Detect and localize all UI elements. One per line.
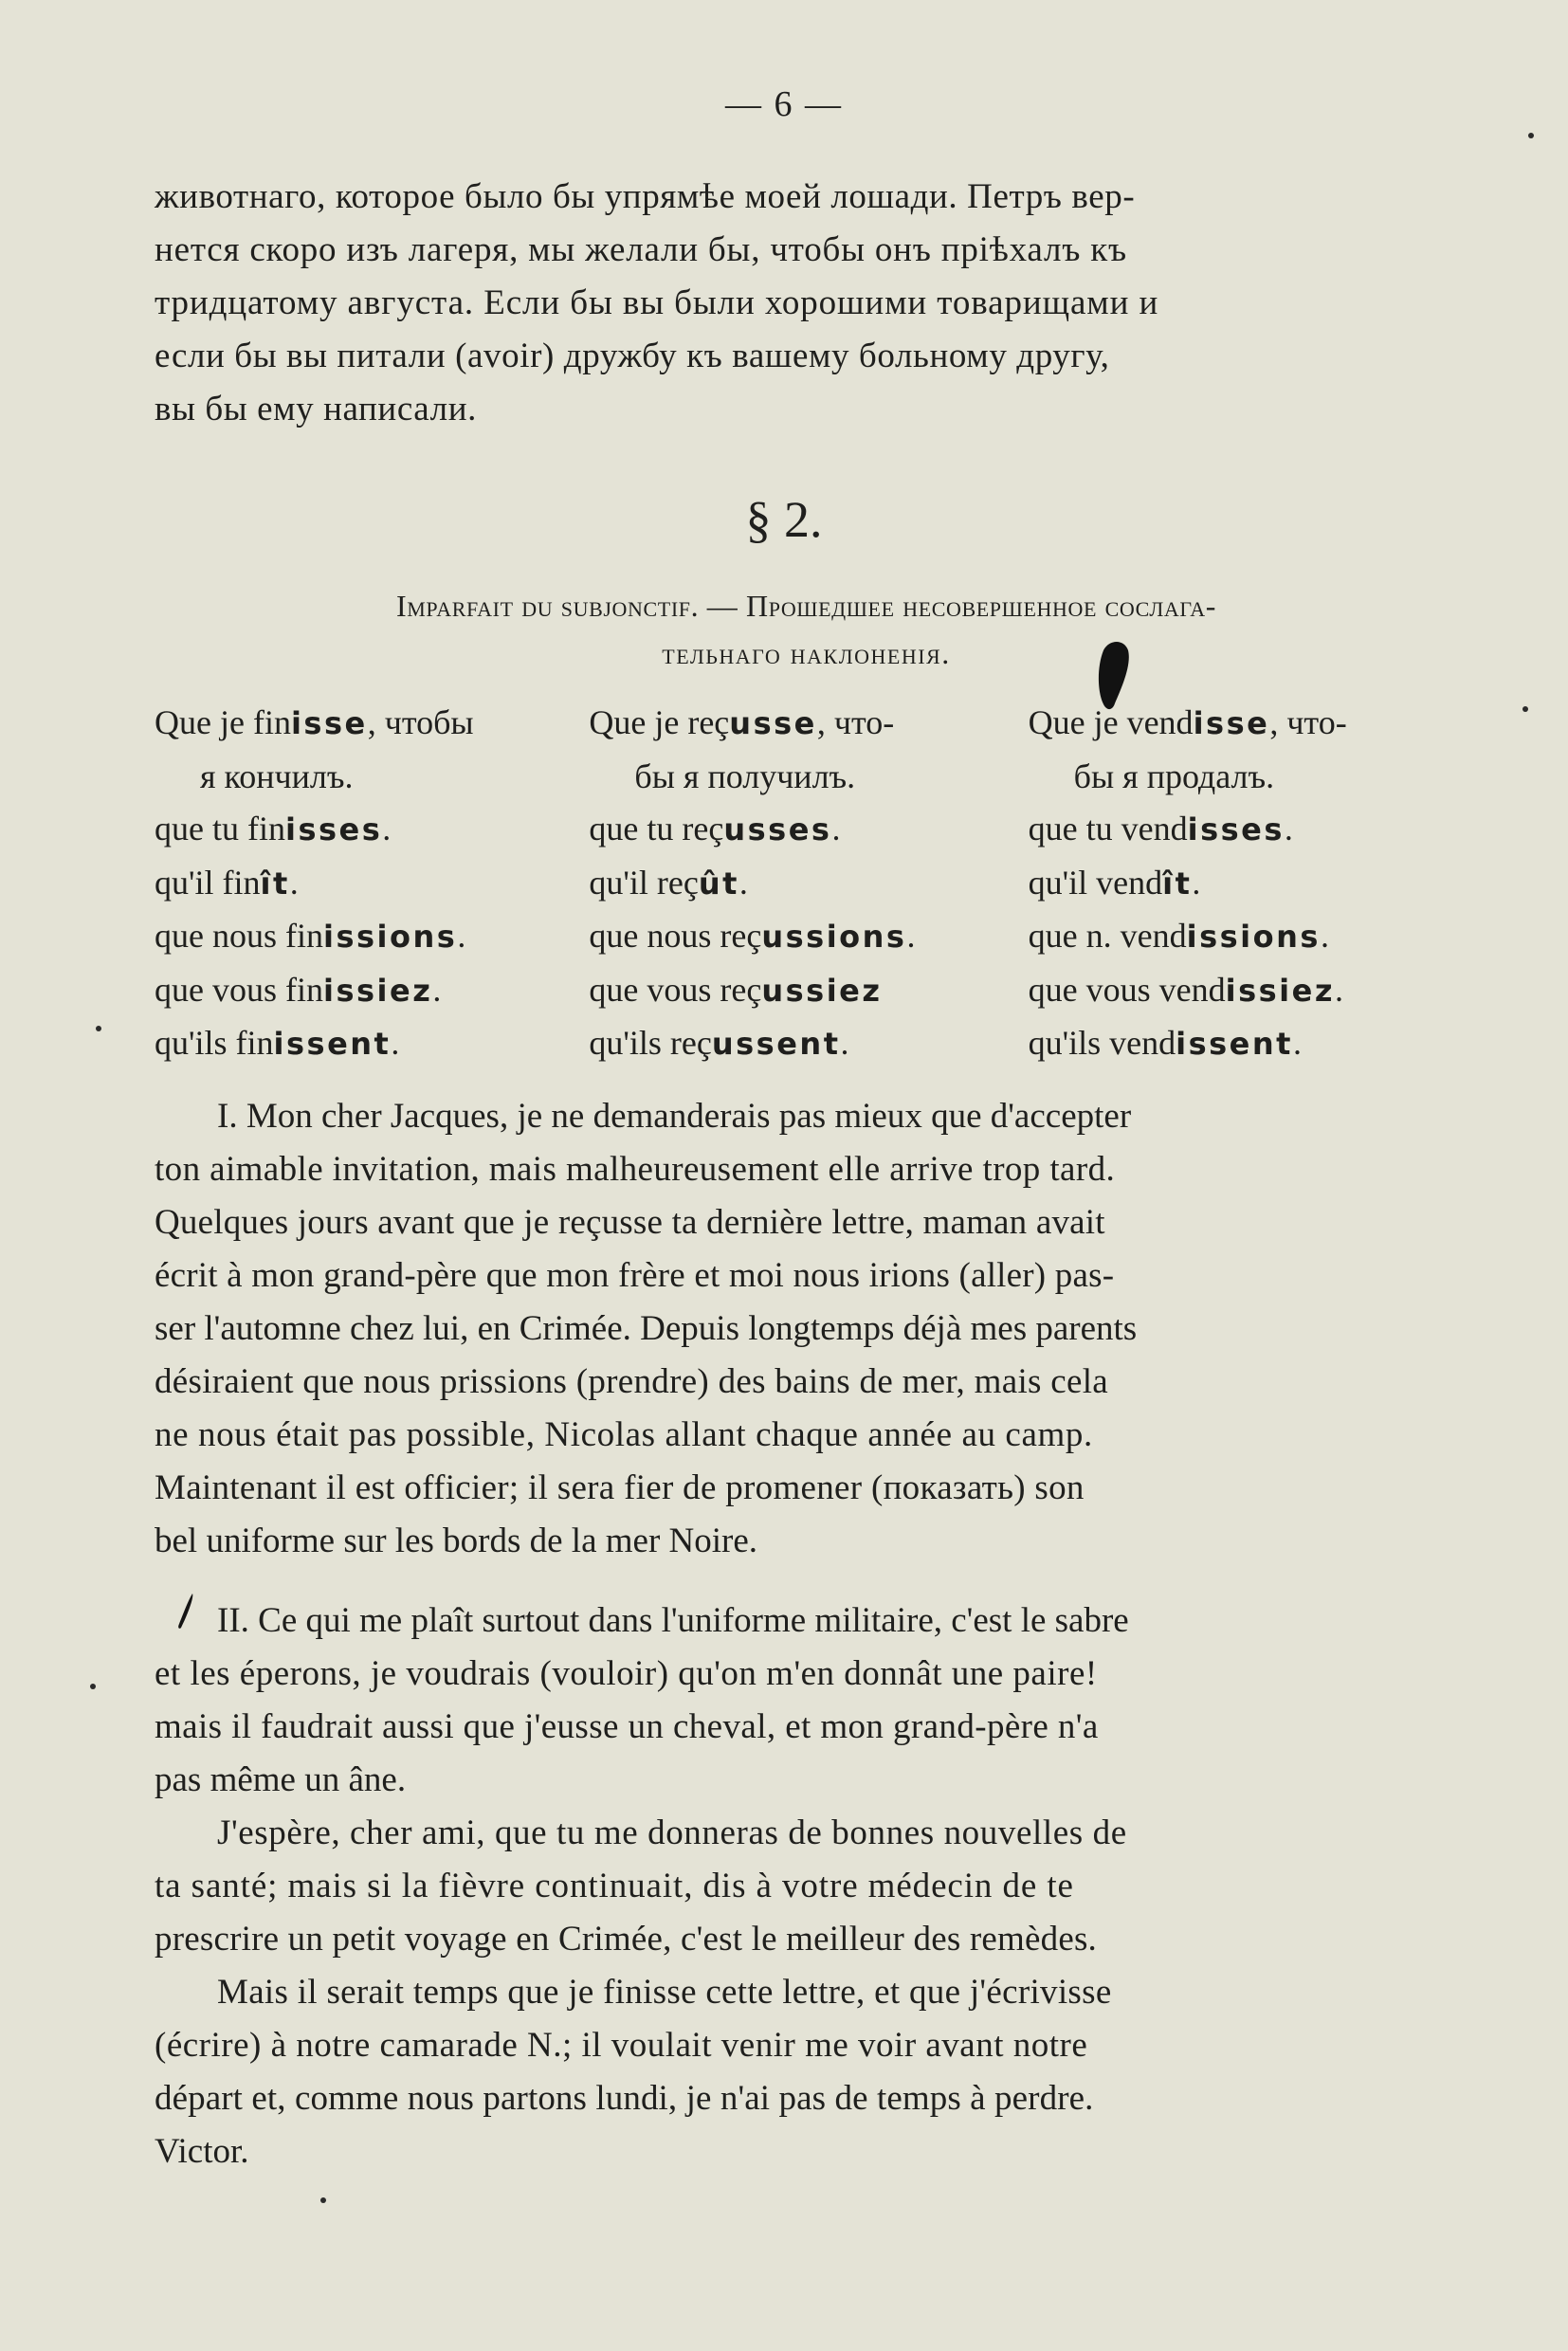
text-line: ta santé; mais si la fièvre continuait, dis à votre médecin de te bbox=[155, 1867, 1074, 1905]
text-line: ser l'automne chez lui, en Crimée. Depuis longtemps déjà mes parents bbox=[155, 1309, 1138, 1348]
text-line: ton aimable invitation, mais malheureusement elle arrive trop tard. bbox=[155, 1150, 1116, 1189]
exercise-2-closing bbox=[155, 1966, 1458, 2178]
text-line: écrit à mon grand-père que mon frère et moi nous irions (aller) pas- bbox=[155, 1256, 1115, 1295]
conjugation-form bbox=[155, 697, 589, 751]
conjugation-form bbox=[589, 857, 1028, 911]
verb-ending: ussions bbox=[761, 919, 907, 955]
verb-suffix: . bbox=[1192, 863, 1201, 902]
conjugation-form bbox=[155, 1017, 589, 1071]
text-line: II. Ce qui me plaît surtout dans l'uniforme militaire, c'est le sabre bbox=[217, 1601, 1129, 1640]
text-line: et les éperons, je voudrais (vouloir) qu'on m'en donnât une paire! bbox=[155, 1654, 1098, 1693]
conjugation-gloss bbox=[589, 751, 1028, 804]
signature: Victor. bbox=[155, 2132, 249, 2171]
verb-suffix: , что- bbox=[1269, 703, 1347, 741]
verb-suffix: . bbox=[457, 917, 466, 955]
ink-speck bbox=[1522, 706, 1528, 712]
ink-speck bbox=[1528, 133, 1534, 138]
conjugation-form bbox=[589, 803, 1028, 857]
text-line: нется скоро изъ лагеря, мы желали бы, чтобы онъ пріѣхалъ къ bbox=[155, 230, 1127, 269]
verb-stem: qu'ils vend bbox=[1028, 1024, 1176, 1062]
verb-stem: Que je vend bbox=[1028, 703, 1194, 741]
conjugation-gloss bbox=[155, 751, 589, 804]
text-line: bel uniforme sur les bords de la mer Noire. bbox=[155, 1522, 758, 1560]
text-line: ne nous était pas possible, Nicolas allant chaque année au camp. bbox=[155, 1415, 1093, 1454]
verb-suffix: . bbox=[906, 917, 916, 955]
verb-suffix: . bbox=[391, 1024, 400, 1062]
ink-speck bbox=[320, 2197, 326, 2203]
verb-stem: qu'il vend bbox=[1028, 863, 1163, 902]
verb-ending: ussiez bbox=[761, 972, 883, 1009]
section-heading bbox=[155, 582, 1458, 677]
verb-ending: ît bbox=[260, 865, 290, 902]
text-line: Quelques jours avant que je reçusse ta dernière lettre, maman avait bbox=[155, 1203, 1105, 1242]
verb-ending: issiez bbox=[1225, 972, 1335, 1009]
conjugation-gloss bbox=[1029, 751, 1463, 804]
conjugation-form bbox=[589, 910, 1028, 964]
conjugation-form bbox=[1029, 803, 1463, 857]
text-line: pas même un âne. bbox=[155, 1760, 407, 1799]
verb-suffix: . bbox=[432, 970, 442, 1009]
verb-suffix: , что- bbox=[816, 703, 895, 741]
text-line: если бы вы питали (avoir) дружбу къ вашему больному другу, bbox=[155, 337, 1110, 375]
text-line: I. Mon cher Jacques, je ne demanderais pas mieux que d'accepter bbox=[217, 1097, 1132, 1136]
verb-ending: issent bbox=[1176, 1026, 1293, 1062]
conjugation-form bbox=[155, 910, 589, 964]
verb-ending: issent bbox=[273, 1026, 392, 1062]
verb-suffix: . bbox=[382, 810, 392, 847]
conjugation-form bbox=[589, 964, 1028, 1018]
verb-suffix: . bbox=[1320, 917, 1329, 955]
verb-stem: qu'ils fin bbox=[155, 1024, 274, 1062]
verb-ending: issions bbox=[322, 919, 458, 955]
text-line: Maintenant il est officier; il sera fier de promener (показать) son bbox=[155, 1468, 1085, 1507]
verb-ending: usses bbox=[723, 811, 832, 847]
exercise-2-continued bbox=[155, 1807, 1458, 1966]
intro-paragraph bbox=[155, 171, 1458, 436]
text-line: (écrire) à notre camarade N.; il voulait venir me voir avant notre bbox=[155, 2026, 1088, 2065]
verb-ending: ût bbox=[698, 865, 739, 902]
verb-stem: Que je reç bbox=[589, 703, 730, 741]
text-line: départ et, comme nous partons lundi, je n'ai pas de temps à perdre. bbox=[155, 2079, 1094, 2118]
text-line: вы бы ему написали. bbox=[155, 390, 477, 428]
verb-ending: issiez bbox=[322, 972, 433, 1009]
text-line: désiraient que nous prissions (prendre) des bains de mer, mais cela bbox=[155, 1362, 1109, 1401]
verb-stem: que n. vend bbox=[1028, 917, 1187, 955]
verb-suffix: . bbox=[1334, 970, 1343, 1009]
verb-suffix: . bbox=[831, 810, 841, 847]
text-line: животнаго, которое было бы упрямѣе моей лошади. Петръ вер- bbox=[155, 177, 1136, 216]
conjugation-form bbox=[155, 857, 589, 911]
heading-line: тельнаго наклоненія. bbox=[662, 636, 951, 670]
text-line: mais il faudrait aussi que j'eusse un cheval, et mon grand-père n'a bbox=[155, 1707, 1099, 1746]
heading-line: Imparfait du subjonctif. — Прошедшее несовершенное сослага- bbox=[395, 589, 1217, 623]
conjugation-table bbox=[155, 697, 1463, 1071]
verb-ending: ît bbox=[1162, 865, 1193, 902]
conjugation-column bbox=[1029, 697, 1463, 1071]
ink-blot-icon bbox=[1092, 641, 1132, 715]
verb-stem: qu'il fin bbox=[155, 863, 261, 902]
conjugation-form bbox=[1029, 910, 1463, 964]
verb-stem: que nous reç bbox=[589, 917, 762, 955]
verb-stem: que vous fin bbox=[155, 970, 323, 1009]
verb-stem: que vous vend bbox=[1028, 970, 1226, 1009]
ink-speck bbox=[96, 1026, 101, 1031]
verb-stem: que vous reç bbox=[589, 970, 762, 1009]
conjugation-form bbox=[589, 697, 1028, 751]
verb-suffix: , чтобы bbox=[367, 703, 474, 741]
ink-stroke-icon bbox=[175, 1592, 200, 1630]
verb-suffix: . bbox=[1284, 810, 1293, 847]
verb-ending: isse bbox=[1193, 705, 1270, 741]
verb-suffix: . bbox=[840, 1024, 849, 1062]
verb-ending: isses bbox=[1187, 811, 1285, 847]
text-line: Mais il serait temps que je finisse cette lettre, et que j'écrivisse bbox=[217, 1973, 1112, 2012]
conjugation-form bbox=[155, 964, 589, 1018]
verb-suffix: . bbox=[738, 863, 748, 902]
conjugation-form bbox=[1029, 964, 1463, 1018]
page-number: — 6 — bbox=[725, 84, 843, 124]
verb-stem: qu'il reç bbox=[589, 863, 699, 902]
verb-stem: que tu vend bbox=[1028, 810, 1188, 847]
exercise-1 bbox=[155, 1090, 1458, 1568]
verb-suffix: . bbox=[1292, 1024, 1302, 1062]
verb-stem: Que je fin bbox=[155, 703, 291, 741]
verb-suffix: . bbox=[289, 863, 299, 902]
verb-ending: isse bbox=[290, 705, 368, 741]
verb-stem: qu'ils reç bbox=[589, 1024, 712, 1062]
text-line: prescrire un petit voyage en Crimée, c'est le meilleur des remèdes. bbox=[155, 1920, 1098, 1959]
conjugation-form bbox=[1029, 1017, 1463, 1071]
conjugation-column bbox=[155, 697, 589, 1071]
verb-ending: ussent bbox=[711, 1026, 841, 1062]
text-line: тридцатому августа. Если бы вы были хорошими товарищами и bbox=[155, 283, 1159, 322]
verb-ending: issions bbox=[1186, 919, 1321, 955]
verb-stem: que tu reç bbox=[589, 810, 724, 847]
verb-ending: isses bbox=[284, 811, 383, 847]
conjugation-form bbox=[589, 1017, 1028, 1071]
conjugation-column bbox=[589, 697, 1028, 1071]
verb-stem: бы я продалъ. bbox=[1073, 756, 1275, 795]
ink-speck bbox=[90, 1684, 96, 1689]
verb-ending: usse bbox=[729, 705, 817, 741]
text-line: J'espère, cher ami, que tu me donneras de bonnes nouvelles de bbox=[217, 1813, 1127, 1852]
section-number: § 2. bbox=[745, 491, 823, 548]
verb-stem: que nous fin bbox=[155, 917, 323, 955]
conjugation-form bbox=[155, 803, 589, 857]
exercise-2 bbox=[155, 1595, 1458, 1807]
verb-stem: бы я получилъ. bbox=[634, 756, 856, 795]
conjugation-form bbox=[1029, 857, 1463, 911]
verb-stem: que tu fin bbox=[155, 810, 285, 847]
verb-stem: я кончилъ. bbox=[200, 756, 354, 795]
